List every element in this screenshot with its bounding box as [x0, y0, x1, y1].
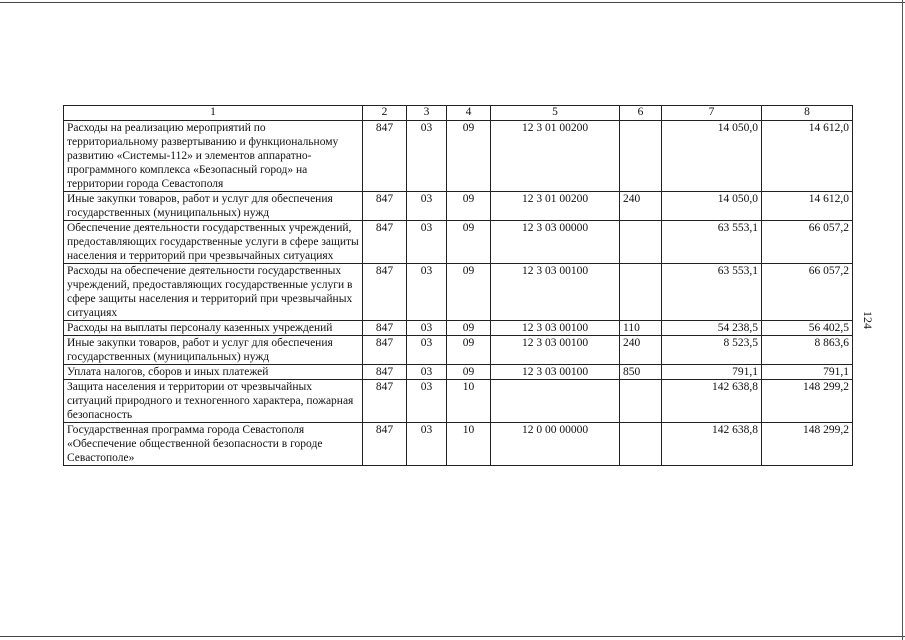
row-expense-type	[620, 221, 662, 264]
row-target: 12 3 03 00100	[491, 321, 620, 336]
table-row	[64, 423, 853, 466]
row-sum1: 791,1	[662, 365, 762, 380]
row-target: 12 0 00 00000	[491, 423, 620, 466]
row-sum2: 148 299,2	[762, 423, 853, 466]
row-name: Расходы на выплаты персоналу казенных учреждений	[64, 321, 363, 336]
col-header-6: 6	[620, 106, 662, 121]
scan-right-edge	[902, 0, 903, 640]
col-header-7: 7	[662, 106, 762, 121]
row-target: 12 3 01 00200	[491, 192, 620, 221]
row-name: Расходы на реализацию мероприятий по территориальному развертыванию и функциональному развитию «Системы-112» и элементов аппаратно-программного комплекса «Безопасный город» на территории города Севастополя	[64, 121, 363, 192]
row-sum1: 8 523,5	[662, 336, 762, 365]
row-section: 03	[407, 365, 447, 380]
table-row	[64, 336, 853, 365]
row-expense-type	[620, 423, 662, 466]
row-code: 847	[363, 365, 407, 380]
row-code: 847	[363, 423, 407, 466]
row-section: 03	[407, 221, 447, 264]
row-expense-type: 240	[620, 192, 662, 221]
row-section: 03	[407, 121, 447, 192]
row-target: 12 3 03 00100	[491, 336, 620, 365]
row-target	[491, 380, 620, 423]
row-code: 847	[363, 121, 407, 192]
row-section: 03	[407, 336, 447, 365]
row-section: 03	[407, 264, 447, 321]
row-sum2: 56 402,5	[762, 321, 853, 336]
row-sum2: 66 057,2	[762, 264, 853, 321]
col-header-4: 4	[447, 106, 491, 121]
col-header-2: 2	[363, 106, 407, 121]
table-row	[64, 121, 853, 192]
row-expense-type	[620, 380, 662, 423]
row-code: 847	[363, 321, 407, 336]
row-expense-type: 110	[620, 321, 662, 336]
row-sum1: 63 553,1	[662, 221, 762, 264]
row-section: 03	[407, 321, 447, 336]
budget-table	[63, 105, 853, 466]
row-expense-type: 240	[620, 336, 662, 365]
scan-bottom-edge	[0, 636, 905, 637]
row-subsection: 09	[447, 264, 491, 321]
header-row	[64, 106, 853, 121]
row-code: 847	[363, 221, 407, 264]
row-name: Защита населения и территории от чрезвычайных ситуаций природного и техногенного характера, пожарная безопасность	[64, 380, 363, 423]
row-sum1: 14 050,0	[662, 192, 762, 221]
table-row	[64, 380, 853, 423]
row-sum2: 14 612,0	[762, 121, 853, 192]
row-code: 847	[363, 264, 407, 321]
row-sum2: 14 612,0	[762, 192, 853, 221]
table-row	[64, 192, 853, 221]
table-row	[64, 264, 853, 321]
row-code: 847	[363, 336, 407, 365]
row-name: Расходы на обеспечение деятельности государственных учреждений, предоставляющих государственные услуги в сфере защиты населения и территорий при чрезвычайных ситуациях	[64, 264, 363, 321]
row-name: Уплата налогов, сборов и иных платежей	[64, 365, 363, 380]
row-subsection: 09	[447, 365, 491, 380]
table-row	[64, 365, 853, 380]
row-sum1: 63 553,1	[662, 264, 762, 321]
row-subsection: 10	[447, 423, 491, 466]
table-row	[64, 321, 853, 336]
row-name: Государственная программа города Севастополя «Обеспечение общественной безопасности в городе Севастополе»	[64, 423, 363, 466]
col-header-5: 5	[491, 106, 620, 121]
row-sum2: 66 057,2	[762, 221, 853, 264]
row-expense-type: 850	[620, 365, 662, 380]
row-sum2: 791,1	[762, 365, 853, 380]
page-number: 124	[861, 311, 875, 329]
row-target: 12 3 01 00200	[491, 121, 620, 192]
row-subsection: 09	[447, 121, 491, 192]
row-section: 03	[407, 380, 447, 423]
row-subsection: 09	[447, 321, 491, 336]
row-name: Обеспечение деятельности государственных учреждений, предоставляющих государственные услуги в сфере защиты населения и территорий при чрезвычайных ситуациях	[64, 221, 363, 264]
col-header-1: 1	[64, 106, 363, 121]
row-sum1: 142 638,8	[662, 423, 762, 466]
col-header-3: 3	[407, 106, 447, 121]
row-name: Иные закупки товаров, работ и услуг для обеспечения государственных (муниципальных) нужд	[64, 192, 363, 221]
row-sum1: 54 238,5	[662, 321, 762, 336]
row-name: Иные закупки товаров, работ и услуг для обеспечения государственных (муниципальных) нужд	[64, 336, 363, 365]
row-section: 03	[407, 192, 447, 221]
row-target: 12 3 03 00100	[491, 365, 620, 380]
row-code: 847	[363, 192, 407, 221]
row-code: 847	[363, 380, 407, 423]
row-sum1: 14 050,0	[662, 121, 762, 192]
row-section: 03	[407, 423, 447, 466]
row-target: 12 3 03 00100	[491, 264, 620, 321]
col-header-8: 8	[762, 106, 853, 121]
row-subsection: 09	[447, 192, 491, 221]
row-sum2: 8 863,6	[762, 336, 853, 365]
row-expense-type	[620, 264, 662, 321]
row-subsection: 09	[447, 336, 491, 365]
row-sum1: 142 638,8	[662, 380, 762, 423]
row-target: 12 3 03 00000	[491, 221, 620, 264]
row-subsection: 09	[447, 221, 491, 264]
scan-top-edge	[0, 2, 905, 3]
row-subsection: 10	[447, 380, 491, 423]
table-row	[64, 221, 853, 264]
row-expense-type	[620, 121, 662, 192]
row-sum2: 148 299,2	[762, 380, 853, 423]
